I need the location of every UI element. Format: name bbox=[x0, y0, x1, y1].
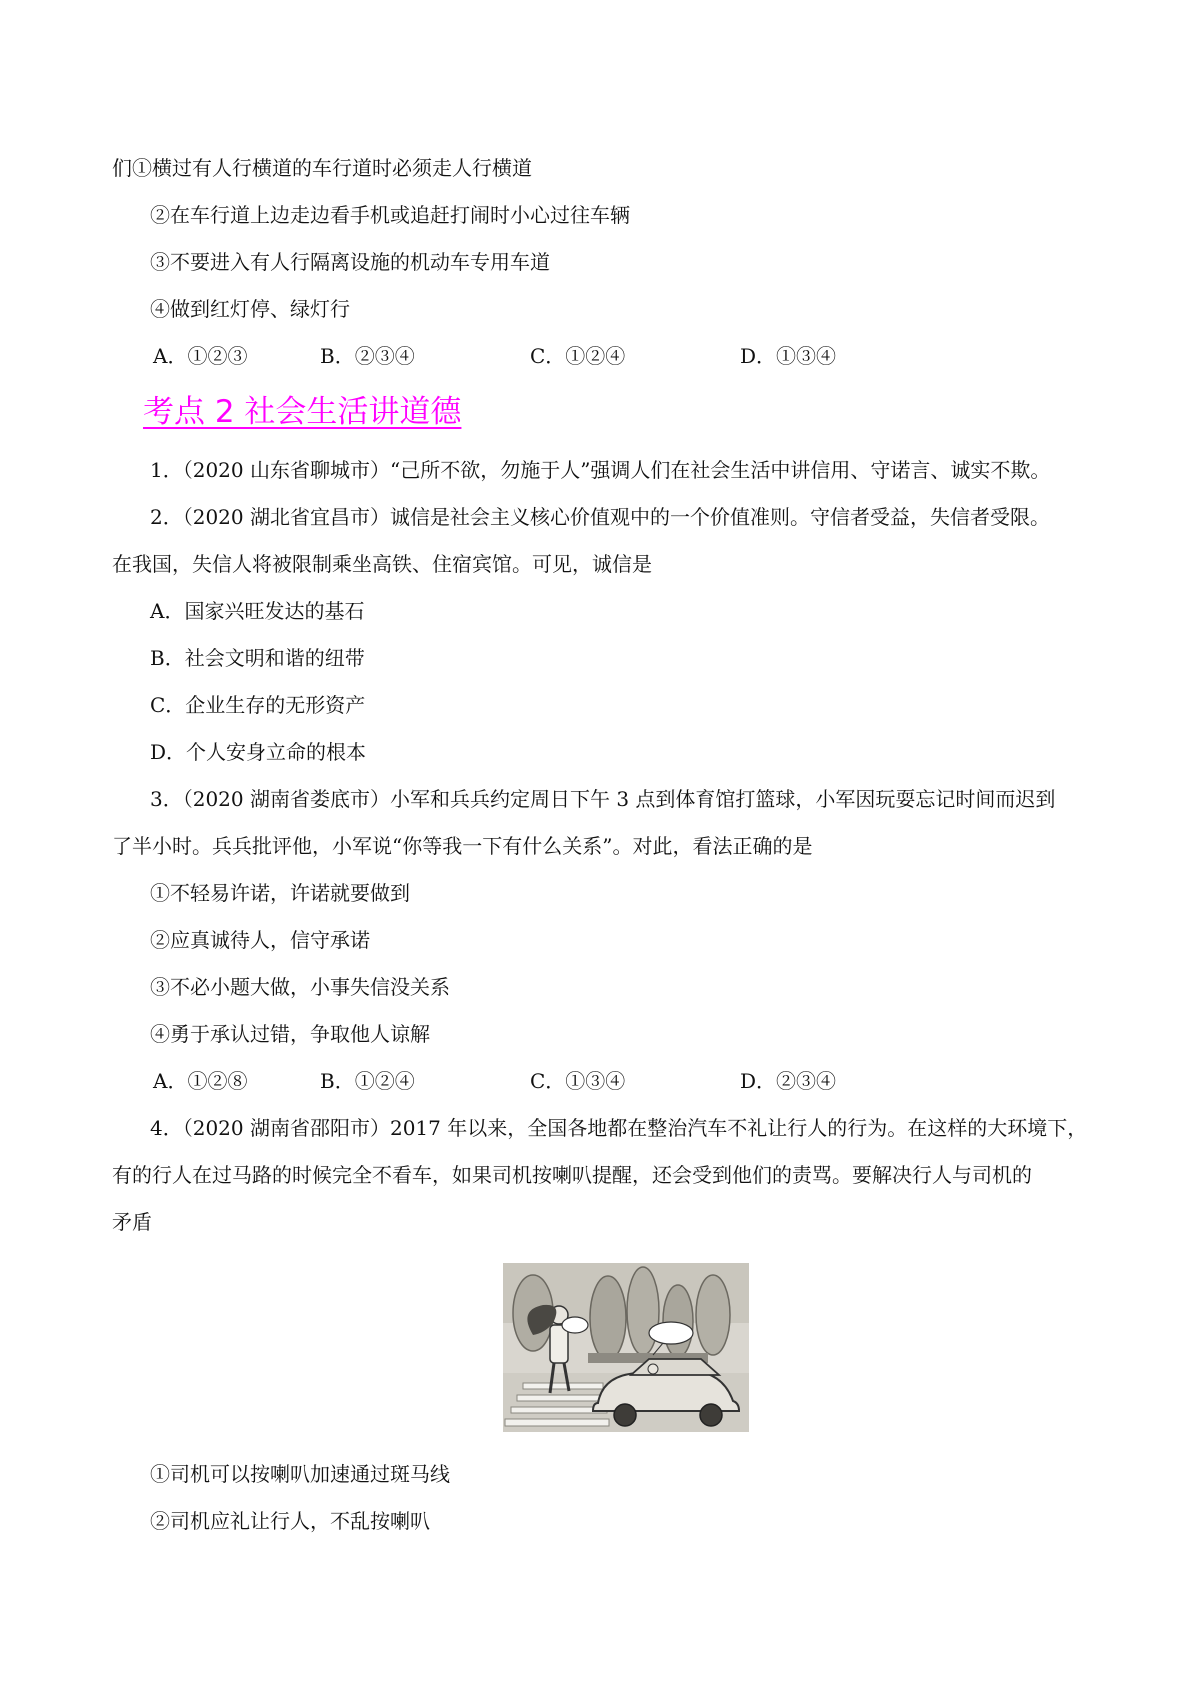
section-heading: 考点 2 社会生活讲道德 bbox=[143, 394, 462, 430]
option-c: C．企业生存的无形资产 bbox=[150, 693, 366, 717]
statement-item: ②司机应礼让行人，不乱按喇叭 bbox=[150, 1509, 430, 1533]
option-d: D．①③④ bbox=[740, 344, 837, 368]
statement-item: ③不要进入有人行隔离设施的机动车专用车道 bbox=[150, 250, 550, 274]
statement-item: ②应真诚待人，信守承诺 bbox=[150, 928, 370, 952]
statement-item: ④勇于承认过错，争取他人谅解 bbox=[150, 1022, 430, 1046]
question-2-line: 在我国，失信人将被限制乘坐高铁、住宿宾馆。可见，诚信是 bbox=[112, 552, 652, 576]
question-3-line: 了半小时。兵兵批评他，小军说“你等我一下有什么关系”。对此，看法正确的是 bbox=[112, 834, 813, 858]
statement-item: ④做到红灯停、绿灯行 bbox=[150, 297, 350, 321]
crosswalk-cartoon-image bbox=[503, 1263, 749, 1432]
option-a: A．①②③ bbox=[153, 344, 248, 368]
option-b: B．②③④ bbox=[320, 344, 415, 368]
question-4-line: 矛盾 bbox=[112, 1210, 152, 1234]
question-stem-tail: 们①横过有人行横道的车行道时必须走人行横道 bbox=[112, 156, 532, 180]
option-b: B．①②④ bbox=[320, 1069, 415, 1093]
question-3-line: 3．（2020 湖南省娄底市）小军和兵兵约定周日下午 3 点到体育馆打篮球，小军因玩耍忘记时间而迟到 bbox=[150, 787, 1056, 811]
option-a: A．国家兴旺发达的基石 bbox=[150, 599, 365, 623]
statement-item: ①司机可以按喇叭加速通过斑马线 bbox=[150, 1462, 450, 1486]
statement-item: ②在车行道上边走边看手机或追赶打闹时小心过往车辆 bbox=[150, 203, 630, 227]
statement-item: ③不必小题大做，小事失信没关系 bbox=[150, 975, 450, 999]
option-a: A．①②⑧ bbox=[153, 1069, 248, 1093]
option-c: C．①②④ bbox=[530, 344, 626, 368]
option-d: D．②③④ bbox=[740, 1069, 837, 1093]
option-c: C．①③④ bbox=[530, 1069, 626, 1093]
question-4-line: 4．（2020 湖南省邵阳市）2017 年以来，全国各地都在整治汽车不礼让行人的行为。在这样的大环境下， bbox=[150, 1116, 1088, 1140]
question-4-line: 有的行人在过马路的时候完全不看车，如果司机按喇叭提醒，还会受到他们的责骂。要解决行人与司机的 bbox=[112, 1163, 1032, 1187]
option-b: B．社会文明和谐的纽带 bbox=[150, 646, 365, 670]
option-d: D．个人安身立命的根本 bbox=[150, 740, 367, 764]
statement-item: ①不轻易许诺，许诺就要做到 bbox=[150, 881, 410, 905]
question-1: 1．（2020 山东省聊城市）“己所不欲，勿施于人”强调人们在社会生活中讲信用、守诺言、诚实不欺。 bbox=[150, 458, 1051, 482]
question-2-line: 2．（2020 湖北省宜昌市）诚信是社会主义核心价值观中的一个价值准则。守信者受益，失信者受限。 bbox=[150, 505, 1050, 529]
